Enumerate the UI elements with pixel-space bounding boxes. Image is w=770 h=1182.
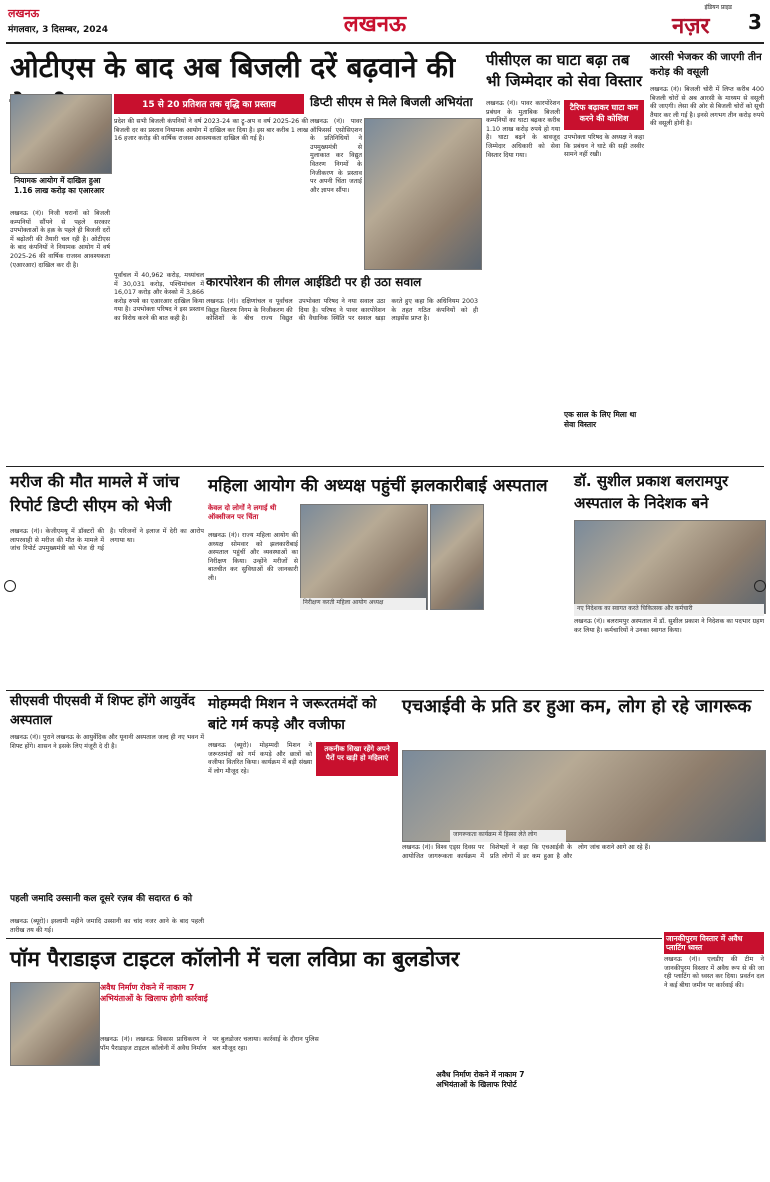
s1-body-b	[114, 118, 308, 268]
register-mark-right	[754, 580, 766, 592]
s10-body	[208, 742, 312, 932]
s1-photo-power-lines	[10, 94, 112, 174]
s6-body-text: लखनऊ (नं)। केजीएमयू में डॉक्टरों की लापरवाही से मरीज की मौत के मामले में जांच रिपोर्ट उपमुख्यमंत्री को भेज दी गई है। परिजनों ने इलाज में देरी का आरोप लगाया था।	[10, 528, 204, 553]
s14-body	[100, 1036, 656, 1176]
s14-sub-box	[100, 982, 208, 1032]
rule-1	[6, 466, 764, 467]
s11-body-text: लखनऊ (नं)। विश्व एड्स दिवस पर आयोजित जागरूकता कार्यक्रम में विशेषज्ञों ने कहा कि एचआईवी के प्रति लोगों में डर कम हुआ है और लोग जांच कराने आगे आ रहे हैं।	[402, 844, 651, 860]
s8-photo-caption: नए निदेशक का स्वागत करते चिकित्सक और कर्मचारी	[574, 604, 764, 616]
masthead-date: मंगलवार, 3 दिसम्बर, 2024	[8, 25, 109, 35]
s9-body-text: लखनऊ (नं)। पुराने लखनऊ के आयुर्वेदिक और यूनानी अस्पताल जल्द ही नए भवन में शिफ्ट होंगे। शासन ने इसके लिए मंजूरी दे दी है।	[10, 734, 204, 750]
s14-sub-text: अवैध निर्माण रोकने में नाकाम 7 अभियंताओं के खिलाफ होगी कार्रवाई	[100, 983, 208, 1003]
page-number: 3	[748, 10, 762, 34]
paper-top-line: इंडियन प्राइड	[704, 4, 732, 11]
s14-photo-bulldozer	[10, 982, 100, 1066]
s3-headline: कारपोरेशन की लीगल आईडिटी पर ही उठा सवाल	[206, 275, 422, 289]
s7-sub-box	[208, 504, 298, 530]
s7-body	[208, 532, 298, 688]
s5-headline: आरसी भेजकर की जाएगी तीन करोड़ की वसूली	[650, 52, 762, 78]
s1-inset-caption: नियामक आयोग में दाखिल हुआ 1.16 लाख करोड़ का एआरआर	[14, 176, 105, 195]
s2-photo-meeting	[364, 118, 482, 270]
s14-sub2: अवैध निर्माण रोकने में नाकाम 7 अभियंताओं के खिलाफ रिपोर्ट	[436, 1070, 546, 1096]
s2-body	[310, 118, 362, 268]
s8-headline: डॉ. सुशील प्रकाश बलरामपुर अस्पताल के निदेशक बने	[574, 472, 729, 512]
s1-body-a-text: लखनऊ (नं)। निजी घरानों को बिजली कम्पनियों सौंपने से पहले सरकार उपभोक्ताओं के हक़ के पहले ही बिजली दरों में बढ़ोतरी की तैयारी चल रही है। ओटीएस के बाद कंपनियों ने नियामक आयोग में वर्ष 2025-26 की वार्षिक राजस्व आवश्यकता (एआरआर) दाखिल कर दी है।	[10, 210, 110, 269]
s10-body-text: लखनऊ (ब्यूरो)। मोहम्मदी मिशन ने जरूरतमंदों को गर्म कपड़े और छात्रों को वजीफा वितरित किया। कार्यक्रम में बड़ी संख्या में लोग मौजूद रहे।	[208, 742, 312, 775]
register-mark-left	[4, 580, 16, 592]
s11-body	[402, 844, 660, 936]
s13-headline: पहली जमादि उस्सानी कल दूसरे रज़ब की सदारत 6 को	[10, 894, 193, 904]
s12-headline: जानकीपुरम विस्तार में अवैध प्लाटिंग ध्वस्त	[666, 934, 743, 952]
s8-photo-welcome	[574, 520, 766, 614]
s7-headline: महिला आयोग की अध्यक्ष पहुंचीं झलकारीबाई अस्पताल	[208, 476, 548, 496]
s4-headline: पीसीएल का घाटा बढ़ा तब भी जिम्मेदार को सेवा विस्तार	[486, 51, 643, 90]
masthead	[0, 0, 770, 44]
section-title: लखनऊ	[343, 12, 407, 37]
s4-body	[486, 100, 560, 400]
s7-photo-hospital	[300, 504, 428, 610]
s12-body-text: लखनऊ (नं)। एलडीए की टीम ने जानकीपुरम विस्तार में अवैध रूप से की जा रही प्लाटिंग को ध्वस्त कर दिया। प्रवर्तन दल ने कई बीघा जमीन पर कार्रवाई की।	[664, 956, 764, 989]
s12-banner	[664, 932, 764, 954]
s3-body-text: लखनऊ (नं)। दक्षिणांचल व पूर्वांचल विद्युत वितरण निगम के निजीकरण की कोशिशों के बीच राज्य विद्युत उपभोक्ता परिषद ने नया सवाल उठा दिया है। परिषद ने पावर कारपोरेशन की वैधानिक स्थिति पर सवाल खड़ा करते हुए कहा कि अधिनियम 2003 के तहत गठित कंपनियों को ही लाइसेंस प्राप्त है।	[206, 298, 478, 323]
s10-sub-text: तकनीक सिखा रहेंगे अपने पैरों पर खड़ी हो महिलाएं	[324, 745, 390, 762]
s11-headline: एचआईवी के प्रति डर हुआ कम, लोग हो रहे जागरूक	[402, 696, 752, 717]
s4-sub-text: टैरिफ बढ़ाकर घाटा कम करने की कोशिश	[569, 103, 639, 123]
s7-body-text: लखनऊ (नं)। राज्य महिला आयोग की अध्यक्ष सोमवार को झलकारीबाई अस्पताल पहुंचीं और व्यवस्थाओं का निरीक्षण किया। उन्होंने मरीजों से बातचीत कर सुविधाओं की जानकारी ली।	[208, 532, 298, 582]
s6-body	[10, 528, 204, 688]
s1-body-c	[114, 272, 204, 462]
s4-sub2: एक साल के लिए मिला था सेवा विस्तार	[564, 410, 637, 429]
s7-photo-group	[430, 504, 484, 610]
s4-body-text: लखनऊ (नं)। पावर कारपोरेशन प्रबंधन के मुताबिक बिजली कम्पनियों का घाटा बढ़कर करीब 1.10 लाख करोड़ रुपये हो गया है। घाटा बढ़ने के बावजूद जिम्मेदार अधिकारी को सेवा विस्तार दिया गया।	[486, 100, 560, 159]
paper-name: नज़र	[672, 14, 710, 39]
s8-body	[574, 618, 764, 682]
s7-photo-caption: निरीक्षण करती महिला आयोग अध्यक्ष	[300, 598, 426, 610]
s9-headline: सीएसवी पीएसवी में शिफ्ट होंगे आयुर्वेद अस्पताल	[10, 694, 195, 728]
s14-headline: पॉम पैराडाइज टाइटल कॉलोनी में चला लविप्रा का बुलडोजर	[10, 947, 460, 971]
s11-photo-awareness	[402, 750, 766, 842]
s12-body	[664, 956, 764, 1126]
s14-body-text: लखनऊ (नं)। लखनऊ विकास प्राधिकरण ने पॉम पैराडाइज टाइटल कॉलोनी में अवैध निर्माण पर बुलडोजर चलाया। कार्रवाई के दौरान पुलिस बल मौजूद रहा।	[100, 1036, 319, 1052]
s13-body-text: लखनऊ (ब्यूरो)। इस्लामी महीने जमादि उस्सानी का चांद नजर आने के बाद पहली तारीख तय की गई।	[10, 918, 204, 934]
s4-body2-text: उपभोक्ता परिषद के अध्यक्ष ने कहा कि प्रबंधन ने घाटे की सही तस्वीर सामने नहीं रखी।	[564, 134, 644, 159]
s7-sub-text: केवल दो लोगों ने लगाई थी ऑक्सीजन पर चिंता	[208, 504, 277, 521]
s8-body-text: लखनऊ (नं)। बलरामपुर अस्पताल में डॉ. सुशील प्रकाश ने निदेशक का पदभार ग्रहण कर लिया है। कर्मचारियों ने उनका स्वागत किया।	[574, 618, 764, 634]
section-banner	[305, 6, 445, 38]
s10-sub-box	[316, 742, 398, 776]
s11-photo-caption: जागरूकता कार्यक्रम में हिस्सा लेते लोग	[450, 830, 566, 842]
s2-headline: डिप्टी सीएम से मिले बिजली अभियंता	[310, 95, 473, 109]
s1-sub-text: 15 से 20 प्रतिशत तक वृद्धि का प्रस्ताव	[142, 100, 276, 110]
masthead-city: लखनऊ	[8, 7, 40, 20]
s4-body2	[564, 134, 644, 404]
rule-3	[6, 938, 662, 939]
s5-body-text: लखनऊ (नं)। बिजली चोरी में लिप्त करीब 400 बिजली चोरों से अब आरसी के माध्यम से वसूली की जाएगी। लेसा की ओर से बिजली चोरों को सूची तैयार कर ली गई है। इनसे लगभग तीन करोड़ रुपये की वसूली होनी है।	[650, 86, 764, 128]
s1-body-c-text: पूर्वांचल में 40,962 करोड़, मध्यांचल में 30,031 करोड़, पश्चिमांचल में 16,017 करोड़ और केस्को में 3,866 करोड़ रुपये का एआरआर दाखिल किया गया है। उपभोक्ता परिषद ने इस प्रस्ताव का विरोध करने की बात कही है।	[114, 272, 204, 322]
s4-sub	[564, 100, 644, 130]
s1-headline: ओटीएस के बाद अब बिजली दरें बढ़वाने की	[10, 51, 456, 84]
s2-body-text: लखनऊ (नं)। पावर ऑफिसर्स एसोसिएशन के प्रतिनिधियों ने उपमुख्यमंत्री से मुलाकात कर विद्युत वितरण निगमों के निजीकरण के प्रस्ताव पर अपनी चिंता जताई और ज्ञापन सौंपा।	[310, 118, 362, 194]
s6-headline: मरीज की मौत मामले में जांच रिपोर्ट डिप्टी सीएम को भेजी	[10, 472, 180, 515]
s10-headline: मोहम्मदी मिशन ने जरूरतमंदों को बांटे गर्म कपड़े और वजीफा	[208, 696, 377, 733]
s1-sub	[114, 94, 304, 114]
s3-body	[206, 298, 478, 458]
s9-body	[10, 734, 204, 884]
s5-body	[650, 86, 764, 460]
s1-body-b-text: प्रदेश की सभी बिजली कंपनियों ने वर्ष 2023-24 का ट्रू-अप व वर्ष 2025-26 की बिजली दर का प्रस्ताव नियामक आयोग में दाखिल कर दिया है। इस बार करीब 1 लाख 16 हजार करोड़ की वार्षिक राजस्व आवश्यकता दाखिल की गई है।	[114, 118, 308, 143]
rule-2	[6, 690, 764, 691]
masthead-rule	[6, 42, 764, 44]
s1-body-a	[10, 210, 110, 410]
